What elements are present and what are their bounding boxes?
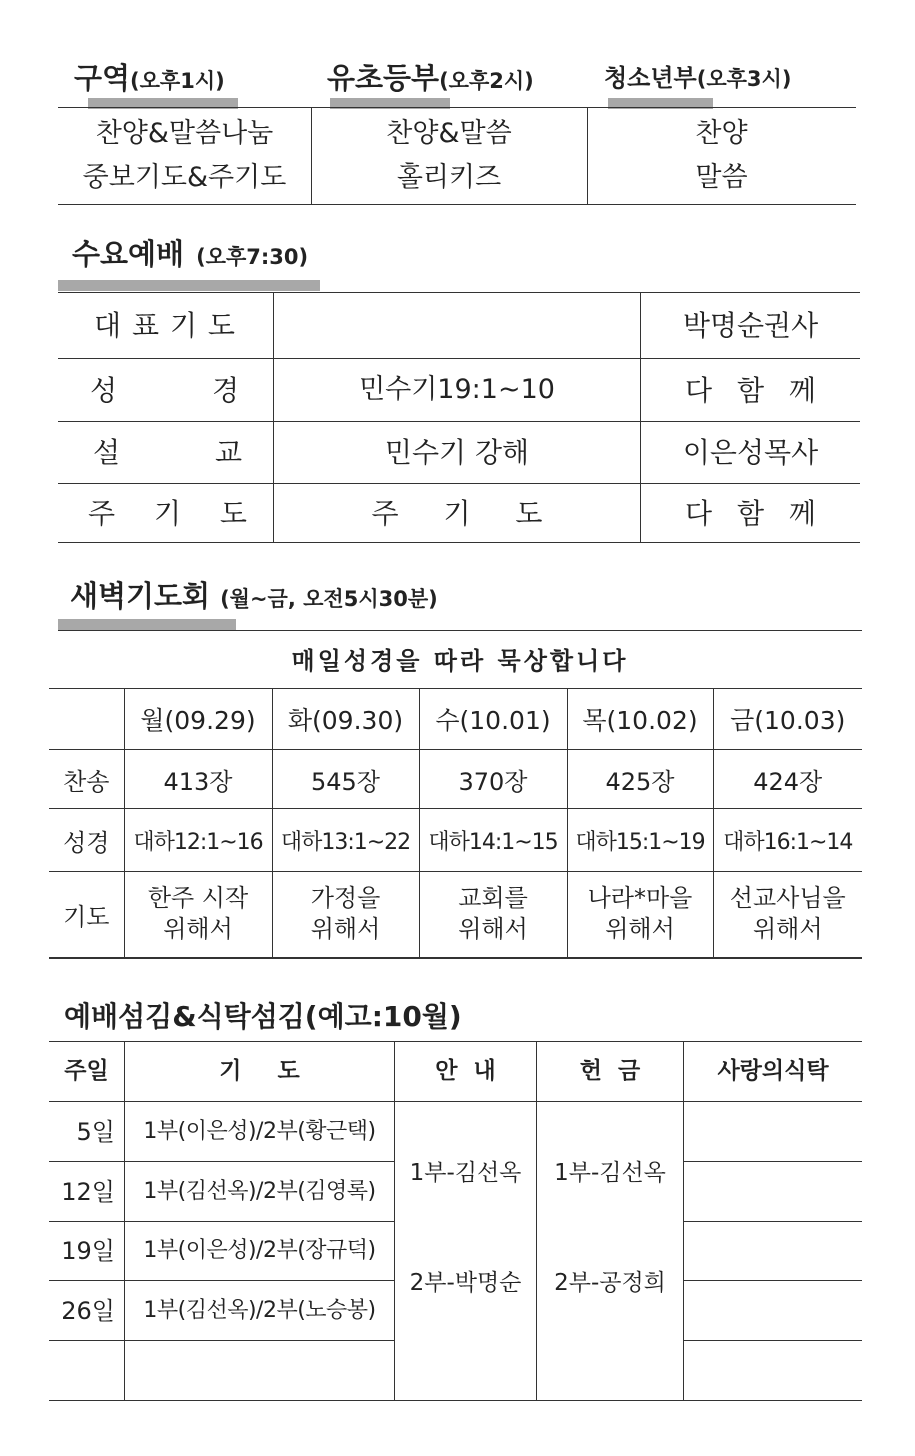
- youth-line-1: 찬양: [695, 118, 748, 150]
- service-prayer: 1부(김선옥)/2부(김영록): [143, 1178, 376, 1204]
- dawn-prayer-cell: [419, 872, 567, 958]
- elementary-header: 유초등부(오후2시): [327, 61, 534, 95]
- wednesday-content-lords-prayer: 주 기 도: [371, 496, 543, 530]
- wednesday-label-sermon: [90, 422, 245, 483]
- section1-top-line: [58, 107, 856, 108]
- header-bar-wednesday: [58, 280, 320, 291]
- dawn-prayer-line: 선교사님을: [729, 884, 846, 913]
- service-col-header: 헌 금: [579, 1058, 641, 1085]
- dawn-corner: [49, 689, 124, 750]
- dawn-prayer-line: 위해서: [605, 915, 675, 944]
- dawn-cell: 545장: [272, 750, 419, 809]
- service-row-line: [683, 1221, 862, 1222]
- dawn-prayer-row: [49, 872, 862, 958]
- dawn-prayer-line: 교회를: [458, 884, 528, 913]
- service-col-header: 안 내: [435, 1058, 496, 1085]
- service-header: 예배섬김&식탁섬김(예고:10월): [64, 1000, 462, 1033]
- dawn-cell: 424장: [713, 750, 862, 809]
- dawn-scripture-row: [49, 809, 862, 872]
- dawn-cell: 대하15:1~19: [567, 809, 713, 872]
- wednesday-header: 수요예배 (오후7:30): [72, 237, 309, 271]
- service-prayer: 1부(이은성)/2부(장규덕): [143, 1238, 376, 1264]
- dawn-prayer-line: 위해서: [458, 915, 528, 944]
- dawn-day: 월(09.29): [124, 689, 272, 750]
- service-date: 19일: [61, 1237, 115, 1265]
- service-date: 26일: [61, 1296, 115, 1325]
- service-row-line: [683, 1161, 862, 1162]
- wednesday-label-prayer: 대 표 기 도: [94, 309, 236, 342]
- service-date: 5일: [76, 1117, 115, 1146]
- service-col-header: 기 도: [219, 1058, 300, 1085]
- wednesday-person-sermon: 이은성목사: [682, 436, 819, 469]
- dawn-prayer-cell: [713, 872, 862, 958]
- wednesday-label-sermon-text: 설 교: [93, 436, 242, 469]
- service-col-header: 주일: [64, 1058, 109, 1085]
- section1-bottom-line: [58, 204, 856, 205]
- dawn-prayer-line: 한주 시작: [147, 884, 249, 913]
- service-guide-1: 1부-김선옥: [409, 1159, 522, 1186]
- youth-line-2: 말씀: [695, 162, 748, 194]
- dawn-prayer-line: 위해서: [752, 915, 823, 944]
- dawn-hymn-row: [49, 750, 862, 809]
- header-bar-dawn: [58, 619, 236, 630]
- dawn-prayer-line: 가정을: [310, 884, 381, 913]
- wednesday-bottom-line: [58, 542, 860, 543]
- dawn-day: 수(10.01): [419, 689, 567, 750]
- dawn-prayer-cell: [567, 872, 713, 958]
- youth-header: 청소년부(오후3시): [604, 64, 792, 92]
- dawn-row-label: 기도: [49, 872, 124, 958]
- wednesday-label-scripture: [90, 359, 245, 421]
- elementary-line-1: 찬양&말씀: [386, 118, 512, 150]
- wednesday-content-prayer: [274, 293, 640, 358]
- service-prayer: 1부(이은성)/2부(황근택): [143, 1118, 376, 1144]
- dawn-cell: 425장: [567, 750, 713, 809]
- dawn-cell: 413장: [124, 750, 272, 809]
- dawn-cell: 대하14:1~15: [419, 809, 567, 872]
- service-bottom-line: [49, 1400, 862, 1401]
- gu-header: 구역(오후1시): [74, 61, 225, 95]
- dawn-prayer-line: 위해서: [310, 915, 381, 944]
- wednesday-label-scripture-text: 성 경: [90, 373, 239, 407]
- wednesday-person-prayer: 박명순권사: [682, 309, 819, 342]
- dawn-top-line: [58, 630, 862, 631]
- service-guide-2: 2부-박명순: [409, 1269, 522, 1296]
- dawn-prayer-cell: [124, 872, 272, 958]
- wednesday-content-sermon: 민수기 강해: [384, 436, 530, 469]
- dawn-day: 금(10.03): [713, 689, 862, 750]
- dawn-row-label: 성경: [49, 809, 124, 872]
- dawn-table: [49, 688, 862, 959]
- service-col-header: 사랑의식탁: [717, 1058, 829, 1085]
- dawn-row-label: 찬송: [49, 750, 124, 809]
- dawn-day-row: [49, 689, 862, 750]
- wednesday-label-lords-prayer: 주 기 도: [88, 496, 247, 530]
- elementary-line-2: 홀리키즈: [396, 162, 502, 194]
- service-date: 12일: [61, 1177, 115, 1206]
- dawn-header: 새벽기도회 (월~금, 오전5시30분): [70, 579, 438, 613]
- dawn-cell: 370장: [419, 750, 567, 809]
- dawn-subtitle: 매일성경을 따라 묵상합니다: [291, 647, 629, 675]
- wednesday-content-scripture: 민수기19:1~10: [359, 374, 555, 406]
- wednesday-person-lords-prayer: 다 함 께: [685, 496, 816, 530]
- wednesday-person-scripture: 다 함 께: [685, 373, 816, 407]
- dawn-day: 목(10.02): [567, 689, 713, 750]
- service-row-line: [683, 1280, 862, 1281]
- dawn-cell: 대하16:1~14: [713, 809, 862, 872]
- dawn-cell: 대하13:1~22: [272, 809, 419, 872]
- gu-line-2: 중보기도&주기도: [82, 162, 287, 194]
- dawn-prayer-line: 나라*마을: [587, 884, 693, 913]
- dawn-cell: 대하12:1~16: [124, 809, 272, 872]
- dawn-prayer-cell: [272, 872, 419, 958]
- dawn-prayer-line: 위해서: [163, 915, 233, 944]
- service-row-line: [683, 1340, 862, 1341]
- service-row-line: [49, 1340, 394, 1341]
- service-offering-1: 1부-김선옥: [554, 1159, 666, 1186]
- service-prayer: 1부(김선옥)/2부(노승봉): [143, 1297, 376, 1323]
- gu-line-1: 찬양&말씀나눔: [95, 118, 274, 150]
- dawn-day: 화(09.30): [272, 689, 419, 750]
- service-offering-2: 2부-공정희: [554, 1269, 666, 1296]
